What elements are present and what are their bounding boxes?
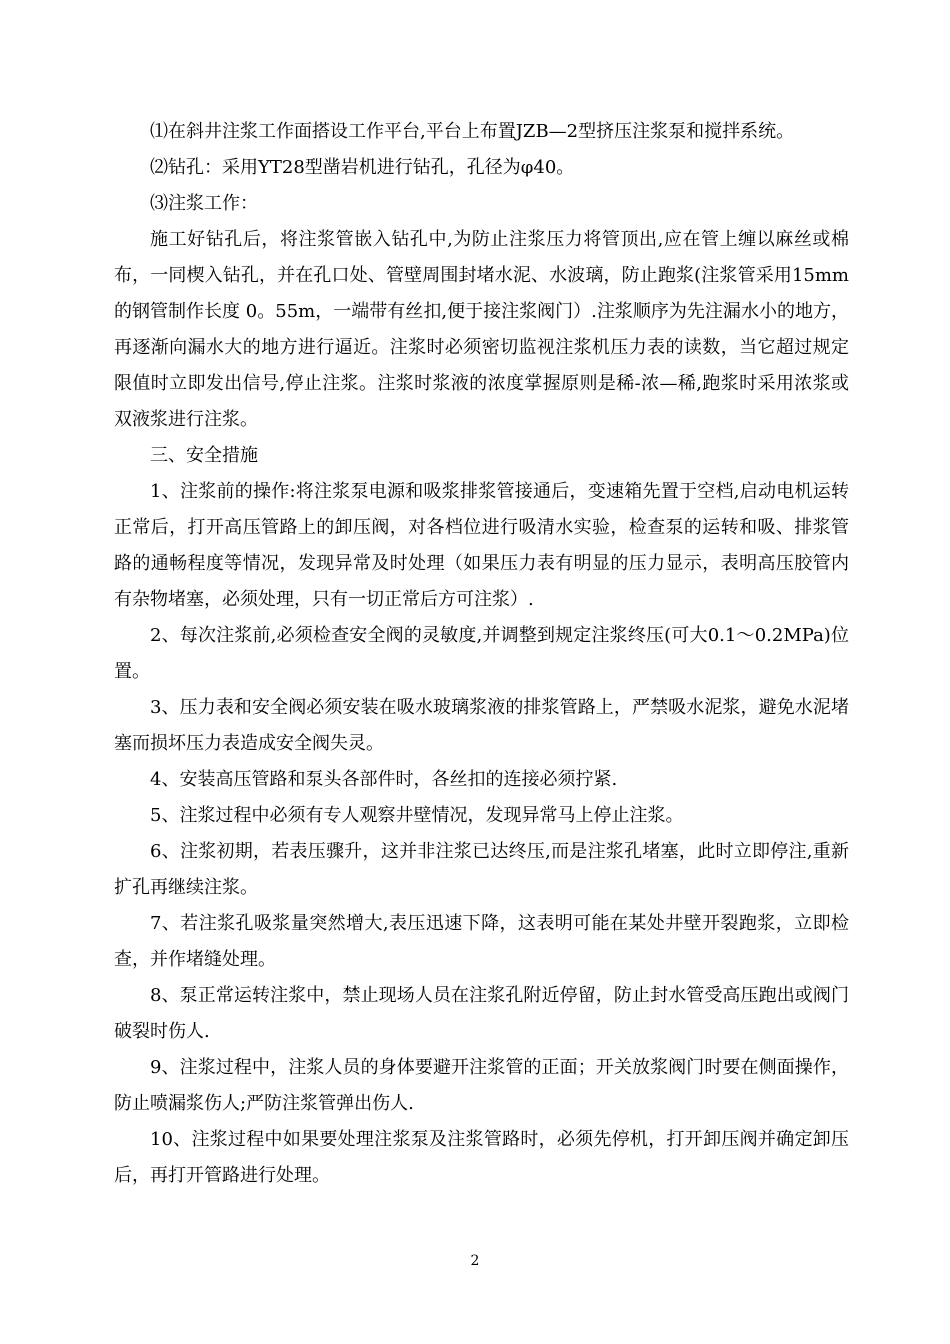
paragraph-step-1: ⑴在斜井注浆工作面搭设工作平台,平台上布置JZB—2型挤压注浆泵和搅拌系统。 <box>150 121 795 142</box>
safety-item-6: 6、注浆初期，若表压骤升，这并非注浆已达终压,而是注浆孔堵塞，此时立即停注,重新扩孔再继续注浆。 <box>114 841 849 898</box>
safety-item-2: 2、每次注浆前,必须检查安全阀的灵敏度,并调整到规定注浆终压(可大0.1～0.2MPa)位置。 <box>114 625 849 682</box>
safety-item-7: 7、若注浆孔吸浆量突然增大,表压迅速下降，这表明可能在某处井壁开裂跑浆，立即检查，并作堵缝处理。 <box>114 913 849 970</box>
document-body <box>114 114 849 1194</box>
safety-item-1: 1、注浆前的操作:将注浆泵电源和吸浆排浆管接通后，变速箱先置于空档,启动电机运转正常后，打开高压管路上的卸压阀，对各档位进行吸清水实验，检查泵的运转和吸、排浆管路的通畅程度等情况，发现异常及时处理（如果压力表有明显的压力显示，表明高压胶管内有杂物堵塞，必须处理，只有一切正常后方可注浆）. <box>114 481 849 610</box>
safety-item-10: 10、注浆过程中如果要处理注浆泵及注浆管路时，必须先停机，打开卸压阀并确定卸压后，再打开管路进行处理。 <box>114 1129 849 1186</box>
section-heading-safety: 三、安全措施 <box>150 445 258 466</box>
paragraph-step-2-drilling: ⑵钻孔：采用YT28型凿岩机进行钻孔，孔径为φ40。 <box>150 157 575 178</box>
paragraph-step-3-grouting: ⑶注浆工作： <box>150 193 258 214</box>
safety-item-8: 8、泵正常运转注浆中，禁止现场人员在注浆孔附近停留，防止封水管受高压跑出或阀门破裂时伤人. <box>114 985 849 1042</box>
safety-item-5: 5、注浆过程中必须有专人观察井壁情况，发现异常马上停止注浆。 <box>150 805 684 826</box>
safety-item-3: 3、压力表和安全阀必须安装在吸水玻璃浆液的排浆管路上，严禁吸水泥浆，避免水泥堵塞而损坏压力表造成安全阀失灵。 <box>114 697 849 754</box>
safety-item-4: 4、安装高压管路和泵头各部件时，各丝扣的连接必须拧紧. <box>150 769 618 790</box>
paragraph-grouting-procedure: 施工好钻孔后，将注浆管嵌入钻孔中,为防止注浆压力将管顶出,应在管上缠以麻丝或棉布，一同楔入钻孔，并在孔口处、管壁周围封堵水泥、水波璃，防止跑浆(注浆管采用15mm 的钢管制作长度 0。55m，一端带有丝扣,便于接注浆阀门）.注浆顺序为先注漏水小的地方，再逐渐向漏水大的地方进行逼近。注浆时必须密切监视注浆机压力表的读数，当它超过规定限值时立即发出信号,停止注浆。注浆时浆液的浓度掌握原则是稀-浓—稀,跑浆时采用浓浆或双液浆进行注浆。 <box>114 229 849 430</box>
page-number: 2 <box>470 1253 480 1269</box>
safety-item-9: 9、注浆过程中，注浆人员的身体要避开注浆管的正面；开关放浆阀门时要在侧面操作，防止喷漏浆伤人;严防注浆管弹出伤人. <box>114 1057 849 1114</box>
